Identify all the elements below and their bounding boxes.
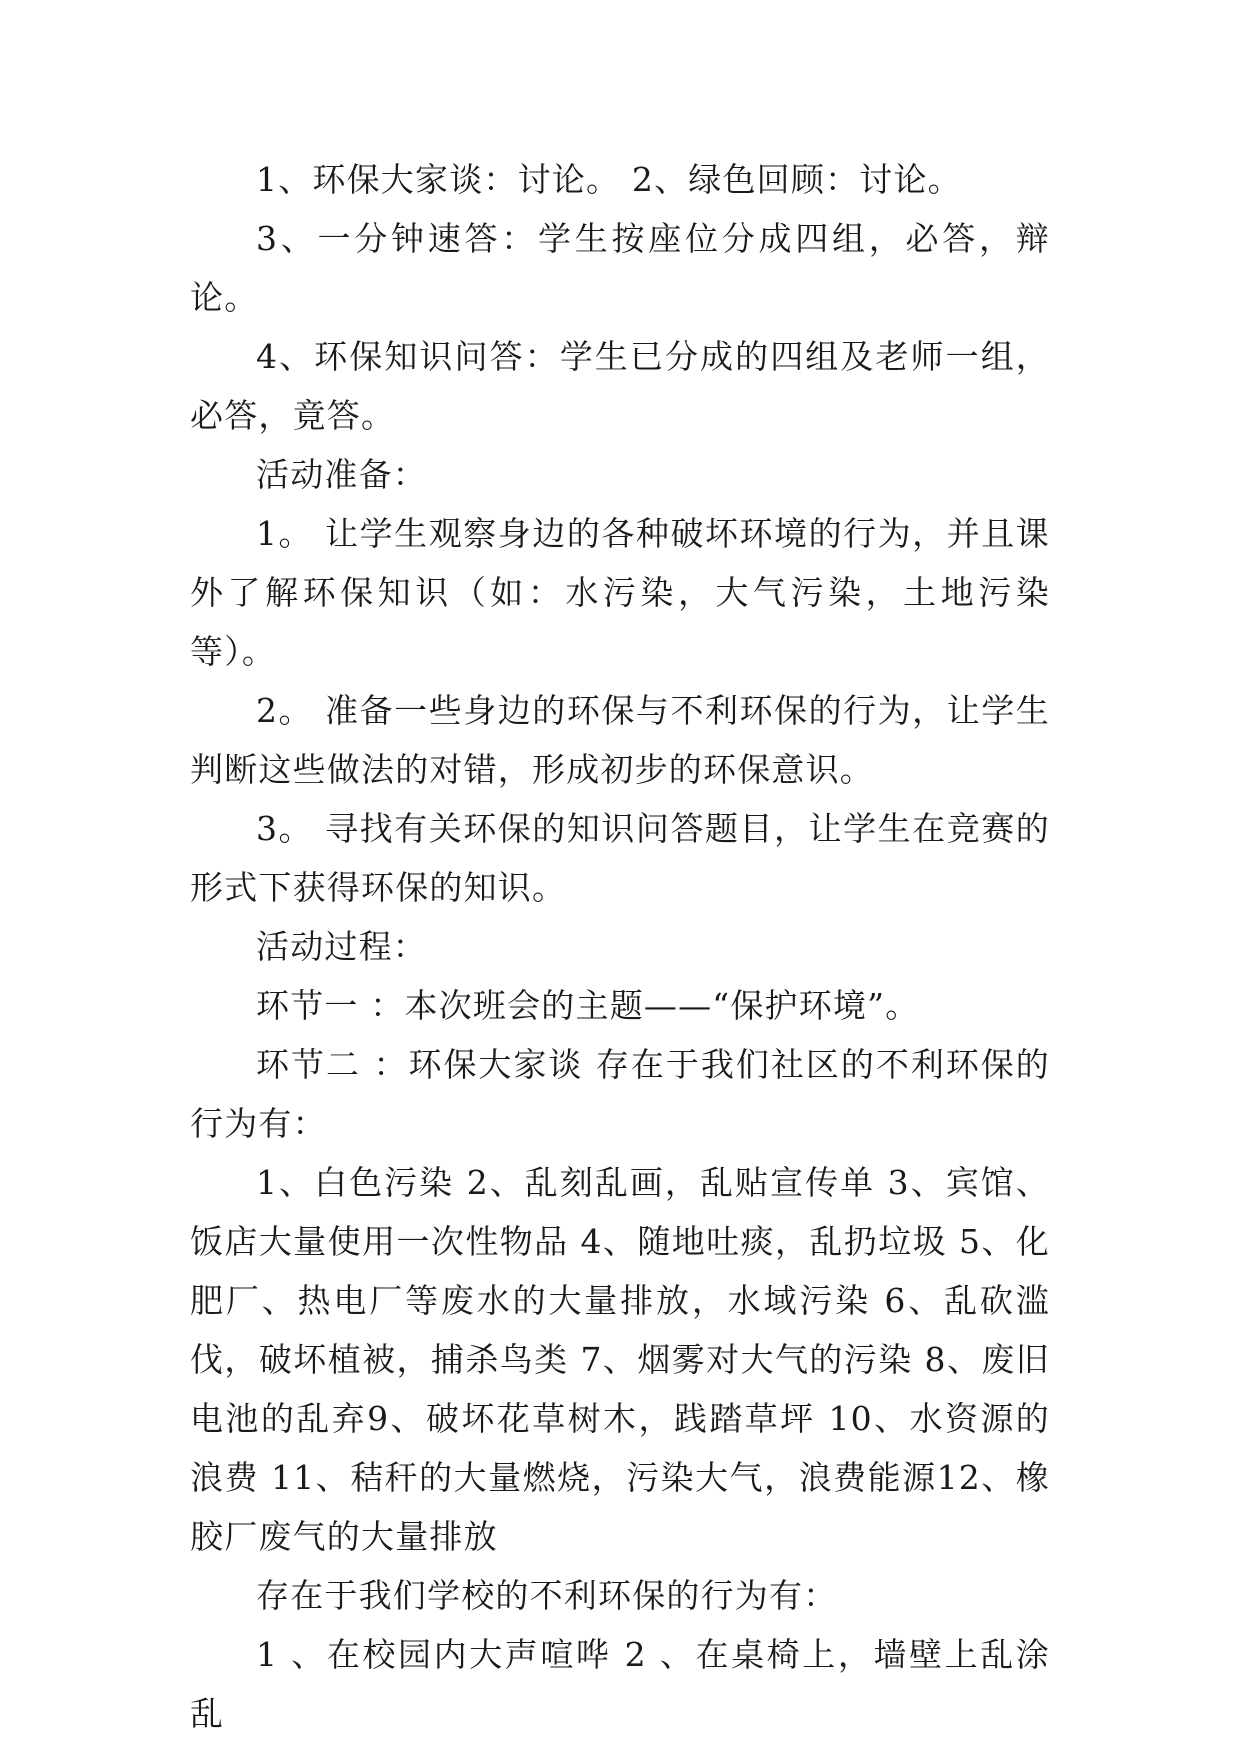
document-body [190,150,1050,1743]
heading-activity-preparation: 活动准备： [256,455,427,494]
paragraph-preparation-1: 1。 让学生观察身边的各种破坏环境的行为，并且课外了解环保知识（如：水污染，大气污染，土地污染等）。 [190,514,1050,671]
paragraph-activity-list-2: 3、一分钟速答：学生按座位分成四组，必答，辩论。 [190,219,1050,317]
paragraph-activity-list-3: 4、环保知识问答：学生已分成的四组及老师一组，必答，竟答。 [190,337,1050,435]
paragraph-activity-list-1: 1、环保大家谈：讨论。 2、绿色回顾：讨论。 [256,160,962,199]
paragraph-step-two: 环节二 ：环保大家谈 存在于我们社区的不利环保的行为有： [190,1045,1050,1143]
paragraph-step-one: 环节一 ：本次班会的主题——“保护环境”。 [256,986,920,1025]
paragraph-school-issues-heading: 存在于我们学校的不利环保的行为有： [256,1576,838,1615]
paragraph-preparation-2: 2。 准备一些身边的环保与不利环保的行为，让学生判断这些做法的对错，形成初步的环保意识。 [190,691,1050,789]
heading-activity-process: 活动过程： [256,927,427,966]
paragraph-preparation-3: 3。 寻找有关环保的知识问答题目，让学生在竞赛的形式下获得环保的知识。 [190,809,1050,907]
paragraph-community-issues: 1、白色污染 2、乱刻乱画，乱贴宣传单 3、宾馆、饭店大量使用一次性物品 4、随地吐痰，乱扔垃圾 5、化肥厂、热电厂等废水的大量排放，水域污染 6、乱砍滥伐，破坏植被，捕杀鸟类 7、烟雾对大气的污染 8、废旧电池的乱弃9、破坏花草树木，践踏草坪 10、水资源的浪费 11、秸秆的大量燃烧，污染大气，浪费能源12、橡胶厂废气的大量排放 [190,1163,1050,1556]
paragraph-school-issues: 1 、在校园内大声喧哗 2 、在桌椅上，墙壁上乱涂乱 [190,1635,1050,1733]
